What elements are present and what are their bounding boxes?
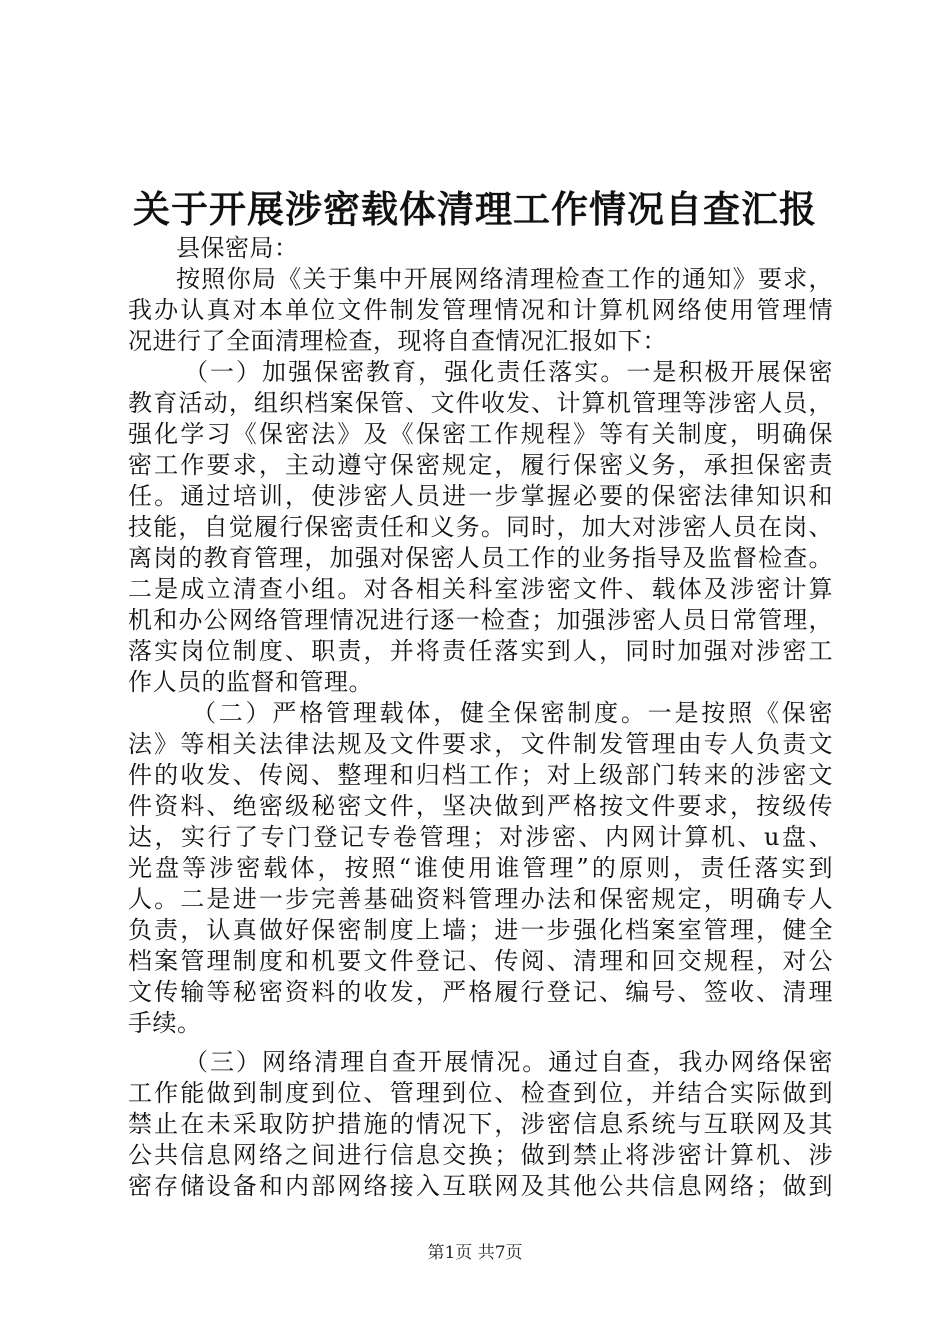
- section-heading-line: （一）加强保密教育，强化责任落实。一是积极开展保密: [184, 358, 833, 386]
- body-line: 我办认真对本单位文件制发管理情况和计算机网络使用管理情: [128, 296, 833, 324]
- section-heading-line: （二）严格管理载体，健全保密制度。一是按照《保密: [192, 699, 833, 727]
- body-line: 离岗的教育管理，加强对保密人员工作的业务指导及监督检查。: [128, 544, 833, 572]
- body-line: 落实岗位制度、职责，并将责任落实到人，同时加强对涉密工: [128, 637, 833, 665]
- body-line: 机和办公网络管理情况进行逐一检查；加强涉密人员日常管理，: [128, 606, 833, 634]
- body-line: 文传输等秘密资料的收发，严格履行登记、编号、签收、清理: [128, 978, 833, 1006]
- body-line: 人。二是进一步完善基础资料管理办法和保密规定，明确专人: [128, 885, 833, 913]
- paragraph-gap: [128, 1039, 833, 1047]
- body-line: 公共信息网络之间进行信息交换；做到禁止将涉密计算机、涉: [128, 1141, 833, 1169]
- body-line: 工作能做到制度到位、管理到位、检查到位，并结合实际做到: [128, 1079, 833, 1107]
- body-line: 任。通过培训，使涉密人员进一步掌握必要的保密法律知识和: [128, 482, 833, 510]
- salutation-line: 县保密局：: [176, 234, 299, 262]
- document-title: 关于开展涉密载体清理工作情况自查汇报: [133, 187, 817, 231]
- document-body: [128, 233, 833, 1202]
- body-line: 技能，自觉履行保密责任和义务。同时，加大对涉密人员在岗、: [128, 513, 833, 541]
- section-heading-line: （三）网络清理自查开展情况。通过自查，我办网络保密: [184, 1048, 833, 1076]
- body-line: 强化学习《保密法》及《保密工作规程》等有关制度，明确保: [128, 420, 833, 448]
- body-line: 光盘等涉密载体，按照“谁使用谁管理”的原则，责任落实到: [128, 854, 833, 882]
- body-line: 达，实行了专门登记专卷管理；对涉密、内网计算机、u盘、: [128, 823, 833, 851]
- body-line: 密存储设备和内部网络接入互联网及其他公共信息网络；做到: [128, 1172, 833, 1200]
- body-line: 教育活动，组织档案保管、文件收发、计算机管理等涉密人员，: [128, 389, 833, 417]
- body-line: 件资料、绝密级秘密文件，坚决做到严格按文件要求，按级传: [128, 792, 833, 820]
- body-line: 禁止在未采取防护措施的情况下，涉密信息系统与互联网及其: [128, 1110, 833, 1138]
- body-line: 手续。: [128, 1009, 202, 1037]
- body-line: 法》等相关法律法规及文件要求，文件制发管理由专人负责文: [128, 730, 833, 758]
- body-line: 按照你局《关于集中开展网络清理检查工作的通知》要求，: [176, 265, 833, 293]
- body-line: 二是成立清查小组。对各相关科室涉密文件、载体及涉密计算: [128, 575, 833, 603]
- page-footer: 第1页 共7页: [427, 1243, 523, 1263]
- body-line: 密工作要求，主动遵守保密规定，履行保密义务，承担保密责: [128, 451, 833, 479]
- body-line: 作人员的监督和管理。: [128, 668, 373, 696]
- body-line: 档案管理制度和机要文件登记、传阅、清理和回交规程，对公: [128, 947, 833, 975]
- body-line: 负责，认真做好保密制度上墙；进一步强化档案室管理，健全: [128, 916, 833, 944]
- body-line: 件的收发、传阅、整理和归档工作；对上级部门转来的涉密文: [128, 761, 833, 789]
- body-line: 况进行了全面清理检查，现将自查情况汇报如下：: [128, 327, 667, 355]
